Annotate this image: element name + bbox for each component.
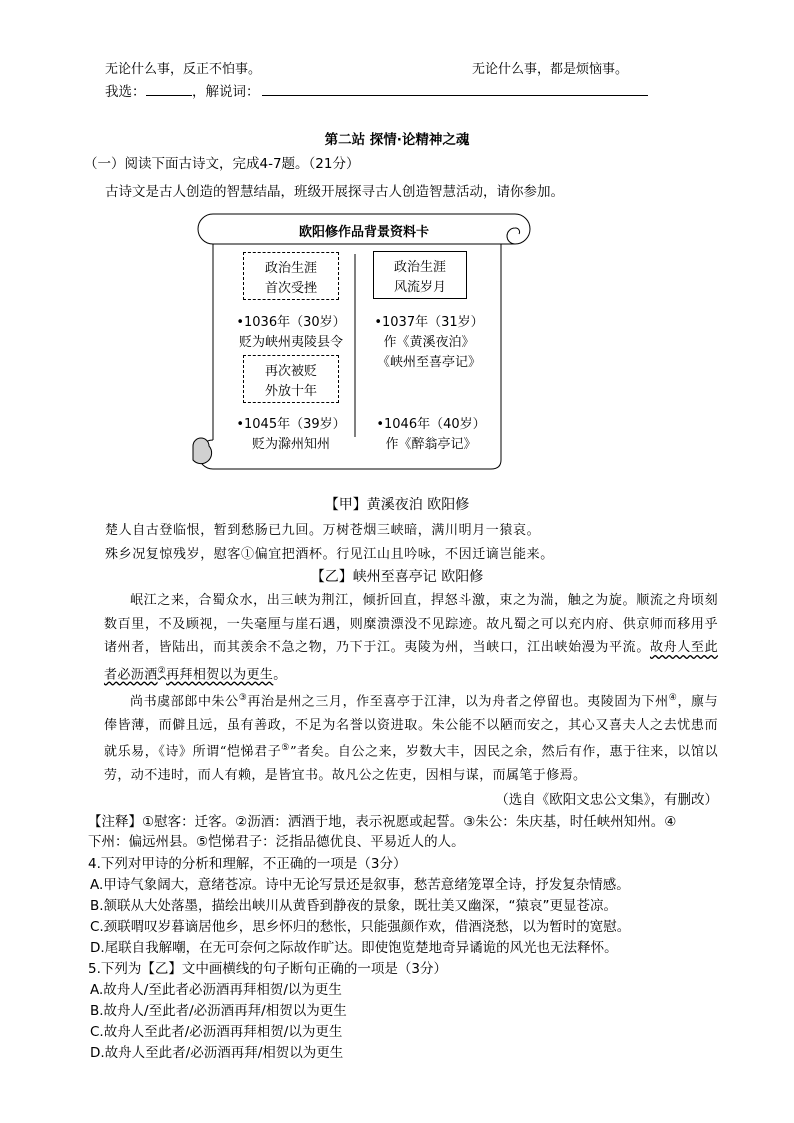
text-yi-p2-b: 再治是州之三月，作至喜亭于江津，以为舟者之停留也。夷陵固为下州 [247,694,669,710]
event2-line2: 作《黄溪夜泊》 [383,335,475,350]
choice-label: 我选： [105,84,146,100]
text-yi-p2-a: 尚书虞部郎中朱公 [130,694,239,710]
poem-jia-line1: 楚人自古登临恨，暂到愁肠已九回。万树苍烟三峡暗，满川明月一猿哀。 [105,523,541,538]
question-5-option-c[interactable]: C.故舟人至此者/必沥酒再拜相贺/以为更生 [90,1024,343,1040]
activity-intro: 古诗文是古人创造的智慧结晶，班级开展探寻古人创造智慧活动，请你参加。 [105,184,564,200]
event3-line2: 贬为滁州知州 [251,437,330,452]
explain-label: ，解说词： [192,84,260,100]
poem-jia-heading: 【甲】黄溪夜泊 欧阳修 [324,497,470,513]
question-4-stem: 4.下列对甲诗的分析和理解，不正确的一项是（3分） [88,856,407,872]
box3-line1: 再次被贬 [264,364,317,379]
question-5-option-a[interactable]: A.故舟人/至此者必沥酒再拜相贺/以为更生 [90,982,342,998]
option-right-text: 无论什么事，都是烦恼事。 [472,62,629,77]
event2-line3: 《峡州至喜亭记》 [376,355,481,370]
event4-line1: •1046年（40岁） [376,417,486,432]
box3-line2: 外放十年 [264,384,317,399]
background-info-card [185,212,531,470]
option-left-text: 无论什么事，反正不怕事。 [105,62,262,77]
event1-line1: •1036年（30岁） [236,315,346,330]
question-4-option-b[interactable]: B.颔联从大处落墨，描绘出峡川从黄昏到静夜的景象，既壮美又幽深，“猿哀”更显苍凉。 [90,898,618,914]
event1-line2: 贬为峡州夷陵县令 [238,335,343,350]
text-yi-heading: 【乙】峡州至喜亭记 欧阳修 [310,569,484,585]
source-citation: （选自《欧阳文忠公文集》，有删改） [495,792,718,808]
underlined-sentence-part1: 故舟人至此者必沥酒 [104,640,718,682]
explain-blank[interactable] [262,95,648,96]
event2-line1: •1037年（31岁） [374,315,484,330]
text-yi-p2-c: ，廪与俸皆薄，而僻且远，虽有善政，不足为名誉以资进取。朱公能不以陋而安之，其心又喜夫人之去忧患而就乐易，《诗》所谓“恺悌君子 [104,694,719,760]
question-5-stem: 5.下列为【乙】文中画横线的句子断句正确的一项是（3分） [88,961,447,977]
event3-line1: •1045年（39岁） [236,417,346,432]
poem-jia-line2: 殊乡况复惊残岁，慰客①偏宜把酒杯。行见江山且吟咏，不因迁谪岂能来。 [105,547,554,562]
text-yi-p1-end: 。 [273,666,287,682]
box1-line2: 首次受挫 [264,281,317,296]
box2-line1: 政治生涯 [393,260,446,275]
card-title: 欧阳修作品背景资料卡 [298,225,429,240]
text-yi-paragraph-1 [104,589,718,686]
event4-line2: 作《醉翁亭记》 [385,437,477,452]
choice-blank[interactable] [146,95,192,96]
notes-line-1: 【注释】①慰客：迁客。②沥酒：洒酒于地，表示祝愿或起誓。③朱公：朱庆基，时任峡州知州。④ [88,814,677,830]
question-5-option-d[interactable]: D.故舟人至此者/必沥酒再拜/相贺以为更生 [90,1045,344,1061]
text-yi-p2-d: ”者矣。自公之来，岁数大丰，因民之余，然后有作，惠于往来，以馆以劳，动不违时，而人有赖，是皆宜书。故凡公之佐吏，因相与谋，而属笔于修焉。 [104,744,718,784]
note-mark-2: ② [157,665,167,676]
text-yi-paragraph-2 [104,687,718,788]
note-mark-3: ③ [238,693,248,703]
underlined-sentence-part2: 再拜相贺以为更生 [166,666,274,682]
note-mark-5: ⑤ [281,743,290,754]
question-5-option-b[interactable]: B.故舟人/至此者/必沥酒再拜/相贺以为更生 [90,1003,347,1019]
box1-line1: 政治生涯 [264,261,317,276]
notes-line-2: 下州：偏远州县。⑤恺悌君子：泛指品德优良、平易近人的人。 [88,834,465,850]
question-4-option-a[interactable]: A.甲诗气象阔大，意绪苍凉。诗中无论写景还是叙事，愁苦意绪笼罩全诗，抒发复杂情感。 [90,877,630,893]
box2-line2: 风流岁月 [393,280,446,295]
note-mark-4: ④ [668,693,678,703]
question-4-option-c[interactable]: C.颈联喟叹岁暮谪居他乡，思乡怀归的愁怅，只能强颜作欢，借酒浇愁，以为暂时的宽慰。 [90,919,631,935]
text-yi-p1-body: 岷江之来，合蜀众水，出三峡为荆江，倾折回直，捍怒斗激，束之为湍，触之为旋。顺流之舟顷刻数百里，不及顾视，一失毫厘与崖石遇，则糜溃漂没不见踪迹。故凡蜀之可以充内府、供京师而移用乎诸州者，皆陆出，而其羡余不急之物，乃下于江。夷陵为州，当峡口，江出峡始漫为平流。 [104,593,718,655]
question-4-option-d[interactable]: D.尾联自我解嘲，在无可奈何之际故作旷达。即使饱览楚地奇异谲诡的风光也无法释怀。 [90,940,618,956]
part-intro: （一）阅读下面古诗文，完成4-7题。（21分） [84,156,360,172]
section-title: 第二站 探情·论精神之魂 [324,132,470,148]
